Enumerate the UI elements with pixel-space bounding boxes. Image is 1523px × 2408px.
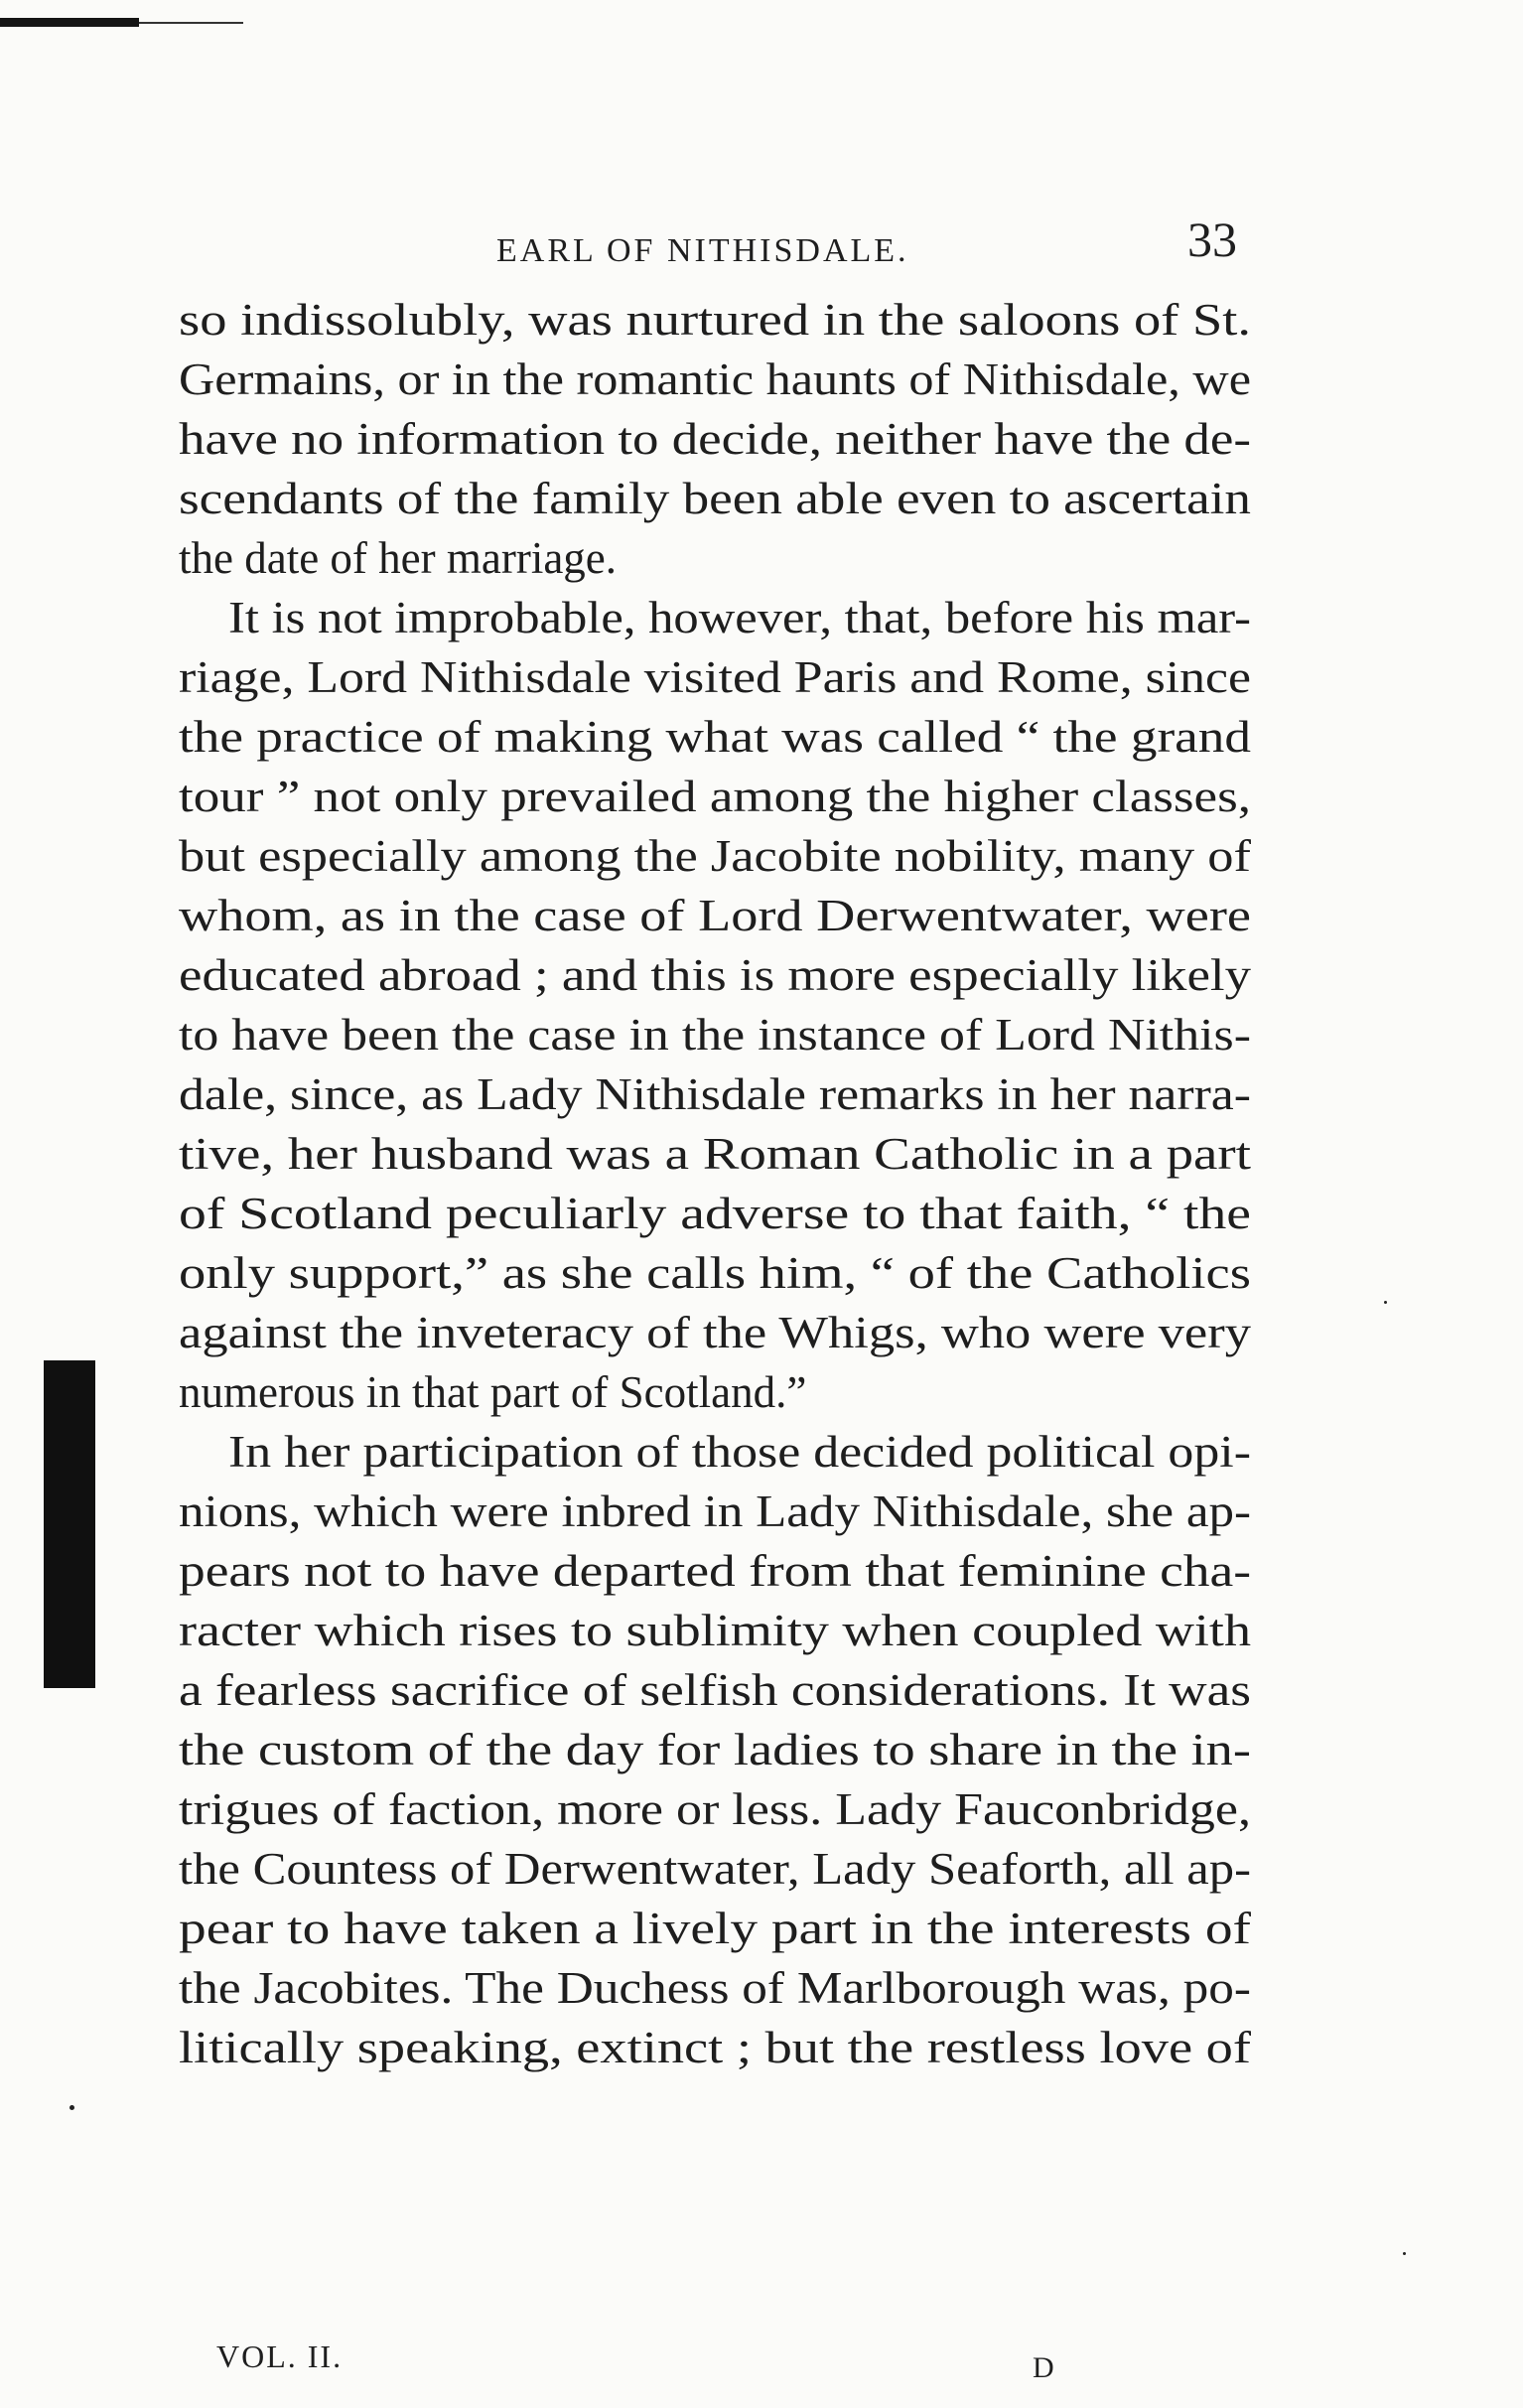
scan-edge-rule-thick: [0, 18, 139, 27]
text-line: the date of her marriage.: [179, 533, 618, 583]
text-line: have no information to decide, neither have the de-: [179, 414, 1251, 464]
paragraph-start-line: In her participation of those decided political opi-: [228, 1427, 1251, 1477]
page-number: 33: [1187, 212, 1237, 267]
text-line: nions, which were inbred in Lady Nithisdale, she ap-: [179, 1487, 1251, 1536]
text-line: scendants of the family been able even to ascertain: [179, 474, 1251, 523]
text-line: whom, as in the case of Lord Derwentwater, were: [179, 891, 1251, 940]
text-line: so indissolubly, was nurtured in the saloons of St.: [179, 295, 1251, 345]
text-line: racter which rises to sublimity when coupled with: [179, 1606, 1251, 1655]
page-header: [179, 211, 1251, 290]
text-line: the Countess of Derwentwater, Lady Seaforth, all ap-: [179, 1844, 1251, 1894]
body-text: [179, 290, 1251, 2077]
scan-speck: [1384, 1301, 1387, 1304]
text-line: dale, since, as Lady Nithisdale remarks in her narra-: [179, 1069, 1251, 1119]
paragraph-start-line: It is not improbable, however, that, before his mar-: [228, 593, 1251, 642]
text-line: tive, her husband was a Roman Catholic in a part: [179, 1129, 1251, 1179]
volume-signature: VOL. II.: [216, 2338, 344, 2374]
scan-speck: [1403, 2252, 1406, 2255]
text-line: the practice of making what was called “ the grand: [179, 712, 1251, 762]
running-head: EARL OF NITHISDALE.: [496, 232, 909, 269]
text-line: the custom of the day for ladies to share in the in-: [179, 1725, 1251, 1774]
text-line: litically speaking, extinct ; but the restless love of: [179, 2023, 1251, 2072]
scan-margin-shadow: [44, 1360, 95, 1688]
gathering-signature: D: [1033, 2351, 1054, 2384]
text-line: pear to have taken a lively part in the interests of: [179, 1904, 1251, 1953]
text-line: tour ” not only prevailed among the higher classes,: [179, 772, 1251, 821]
text-line: against the inveteracy of the Whigs, who were very: [179, 1308, 1251, 1357]
text-line: the Jacobites. The Duchess of Marlborough was, po-: [179, 1963, 1251, 2013]
page-footer: [179, 2338, 1251, 2403]
scan-speck: [69, 2105, 74, 2110]
text-line: educated abroad ; and this is more especially likely: [179, 950, 1251, 1000]
text-line: to have been the case in the instance of Lord Nithis-: [179, 1010, 1251, 1060]
text-line: riage, Lord Nithisdale visited Paris and Rome, since: [179, 652, 1251, 702]
text-line: pears not to have departed from that feminine cha-: [179, 1546, 1251, 1596]
text-line: Germains, or in the romantic haunts of Nithisdale, we: [179, 354, 1251, 404]
text-line: numerous in that part of Scotland.”: [179, 1367, 807, 1417]
text-line: of Scotland peculiarly adverse to that faith, “ the: [179, 1189, 1251, 1238]
text-line: a fearless sacrifice of selfish considerations. It was: [179, 1665, 1251, 1715]
text-line: trigues of faction, more or less. Lady Fauconbridge,: [179, 1784, 1251, 1834]
scan-edge-rule: [0, 18, 243, 30]
scan-edge-rule-thin: [139, 22, 243, 24]
text-line: but especially among the Jacobite nobility, many of: [179, 831, 1251, 881]
text-line: only support,” as she calls him, “ of the Catholics: [179, 1248, 1251, 1298]
